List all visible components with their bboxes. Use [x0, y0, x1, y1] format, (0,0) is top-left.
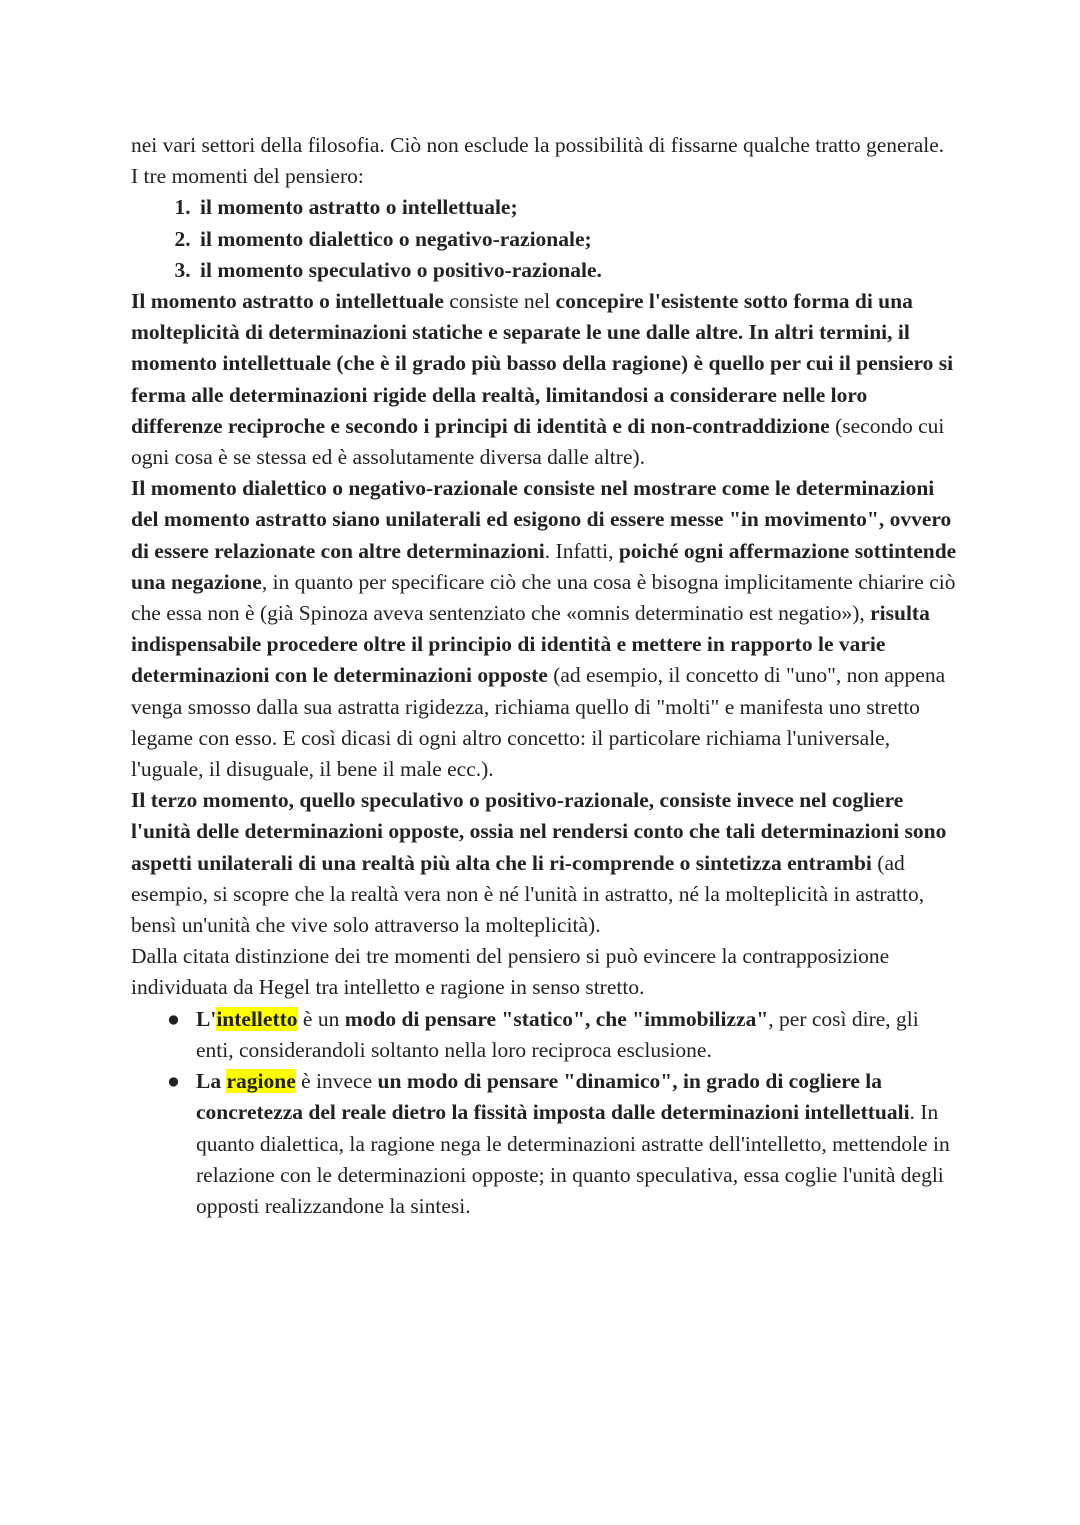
list-item: 3. il momento speculativo o positivo-razionale. [196, 255, 961, 286]
moments-list [131, 192, 961, 286]
text-span: . Infatti, [544, 538, 619, 563]
paragraph-momento-astratto [131, 286, 961, 473]
highlighted-term: ragione [226, 1069, 296, 1094]
moments-heading: I tre momenti del pensiero: [131, 164, 364, 189]
document-body [131, 130, 961, 1222]
list-item: 1. il momento astratto o intellettuale; [196, 192, 961, 223]
bold-span: Il terzo momento, quello speculativo o positivo-razionale, consiste invece nel cogliere l'unità delle determinazioni opposte, ossia nel rendersi conto che tali determinazioni sono aspetti unilaterali di una realtà più alta che li ri-comprende o sintetizza entrambi [131, 788, 947, 875]
text-span: (ad esempio, il concetto di "uno", non appena venga smosso dalla sua astratta rigidezza, richiama quello di "molti" e manifesta uno stretto legame con esso. E così dicasi di ogni altro concetto: il particolare richiama l'universale, l'uguale, il disuguale, il bene il male ecc.). [131, 663, 946, 782]
bold-span: L' [196, 1006, 217, 1031]
text-span: è invece [295, 1069, 378, 1094]
text-span: (secondo cui ogni cosa è se stessa ed è assolutamente diversa dalle altre). [131, 413, 945, 470]
text-span: è un [297, 1006, 345, 1031]
bold-span: concepire l'esistente sotto forma di una molteplicità di determinazioni statiche e separate le une dalle altre. In altri termini, il momento intellettuale (che è il grado più basso della ragione) è quello per cui il pensiero si ferma alle determinazioni rigide della realtà, limitandosi a considerare nelle loro differenze reciproche e secondo i principi di identità e di non-contraddizione [131, 289, 954, 438]
text-span: , per così dire, gli enti, considerandoli soltanto nella loro reciproca esclusione. [196, 1006, 919, 1062]
bold-span: modo di pensare "statico", che "immobilizza" [344, 1006, 769, 1031]
paragraph-momento-dialettico [131, 473, 961, 785]
text-span: . In quanto dialettica, la ragione nega le determinazioni astratte dell'intelletto, mettendole in relazione con le determinazioni opposte; in quanto speculativa, essa coglie l'unità degli opposti realizzandone la sintesi. [196, 1100, 950, 1218]
text-span: (ad esempio, si scopre che la realtà vera non è né l'unità in astratto, né la molteplicità in astratto, bensì un'unità che vive solo attraverso la molteplicità). [131, 850, 925, 938]
bold-span: Il momento astratto o intellettuale [131, 289, 444, 314]
bold-span: La [196, 1069, 227, 1094]
bullet-intelletto [167, 1004, 961, 1066]
bold-span: risulta indispensabile procedere oltre il principio di identità e mettere in rapporto le varie determinazioni con le determinazioni opposte [131, 601, 930, 688]
bold-span: Il momento dialettico o negativo-razionale consiste nel mostrare come le determinazioni del momento astratto siano unilaterali ed esigono di essere messe "in movimento", ovvero di essere relazionate con altre determinazioni [131, 476, 952, 563]
bullet-dot-icon: ● [167, 1069, 180, 1094]
bold-span: un modo di pensare "dinamico", in grado di cogliere la concretezza del reale dietro la fissità imposta dalle determinazioni intellettuali [196, 1069, 910, 1125]
list-item: 2. il momento dialettico o negativo-razionale; [196, 224, 961, 255]
bullet-ragione [167, 1066, 961, 1222]
highlighted-term: intelletto [216, 1006, 298, 1031]
bullet-dot-icon: ● [167, 1006, 180, 1031]
contrast-list [131, 1004, 961, 1222]
text-span: consiste nel [443, 289, 556, 314]
paragraph-distinzione: Dalla citata distinzione dei tre momenti del pensiero si può evincere la contrapposizione individuata da Hegel tra intelletto e ragione in senso stretto. [131, 944, 890, 1000]
text-span: , in quanto per specificare ciò che una cosa è bisogna implicitamente chiarire ciò che essa non è (già Spinoza aveva sentenziato che «omnis determinatio est negatio»), [131, 569, 956, 626]
intro-paragraph: nei vari settori della filosofia. Ciò non esclude la possibilità di fissarne qualche tratto generale. [131, 133, 945, 157]
bold-span: poiché ogni affermazione sottintende una negazione [131, 538, 957, 594]
paragraph-momento-speculativo [131, 785, 961, 941]
